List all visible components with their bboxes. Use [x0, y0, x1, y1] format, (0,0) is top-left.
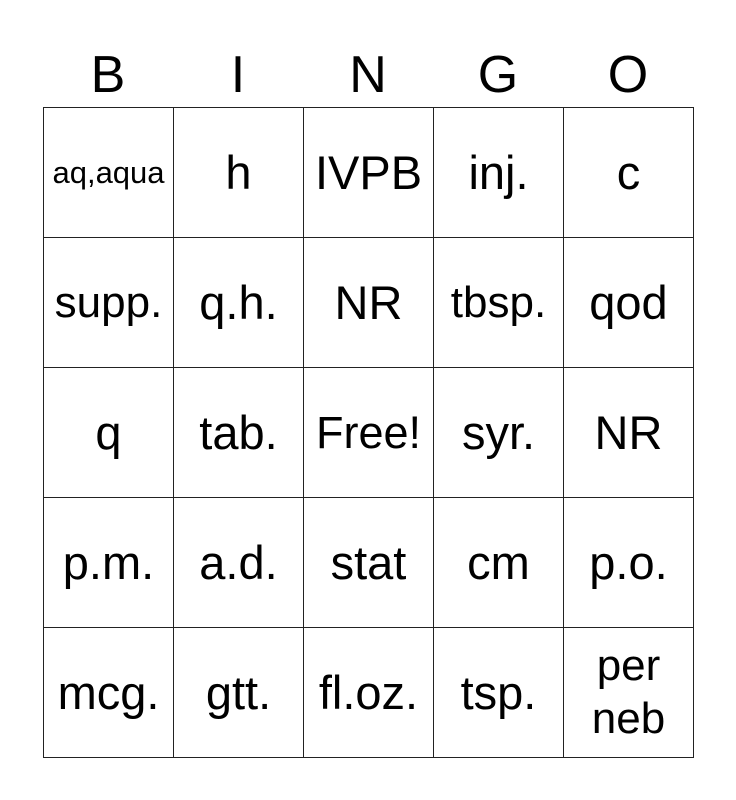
bingo-cell-n1[interactable]: IVPB: [304, 108, 434, 238]
bingo-cell-n4[interactable]: stat: [304, 498, 434, 628]
bingo-cell-g4[interactable]: cm: [434, 498, 564, 628]
bingo-cell-o4[interactable]: p.o.: [564, 498, 694, 628]
bingo-cell-i3[interactable]: tab.: [174, 368, 304, 498]
header-letter-b: B: [90, 46, 126, 104]
bingo-cell-b1[interactable]: aq,aqua: [44, 108, 174, 238]
bingo-cell-o2[interactable]: qod: [564, 238, 694, 368]
bingo-cell-n5[interactable]: fl.oz.: [304, 628, 434, 758]
bingo-cell-o5[interactable]: per neb: [564, 628, 694, 758]
bingo-cell-i5[interactable]: gtt.: [174, 628, 304, 758]
bingo-cell-g5[interactable]: tsp.: [434, 628, 564, 758]
header-letter-i: I: [230, 46, 246, 104]
bingo-cell-o3[interactable]: NR: [564, 368, 694, 498]
bingo-cell-i4[interactable]: a.d.: [174, 498, 304, 628]
bingo-cell-b4[interactable]: p.m.: [44, 498, 174, 628]
bingo-cell-b2[interactable]: supp.: [44, 238, 174, 368]
header-letter-o: O: [607, 46, 649, 104]
bingo-cell-i1[interactable]: h: [174, 108, 304, 238]
bingo-cell-b3[interactable]: q: [44, 368, 174, 498]
bingo-board: [43, 107, 694, 758]
bingo-cell-free[interactable]: Free!: [304, 368, 434, 498]
bingo-cell-g3[interactable]: syr.: [434, 368, 564, 498]
header-letter-g: G: [477, 46, 519, 104]
bingo-cell-n2[interactable]: NR: [304, 238, 434, 368]
bingo-header: [43, 44, 693, 106]
bingo-cell-i2[interactable]: q.h.: [174, 238, 304, 368]
bingo-cell-g1[interactable]: inj.: [434, 108, 564, 238]
bingo-cell-b5[interactable]: mcg.: [44, 628, 174, 758]
bingo-cell-o1[interactable]: c: [564, 108, 694, 238]
bingo-cell-g2[interactable]: tbsp.: [434, 238, 564, 368]
header-letter-n: N: [349, 46, 387, 104]
